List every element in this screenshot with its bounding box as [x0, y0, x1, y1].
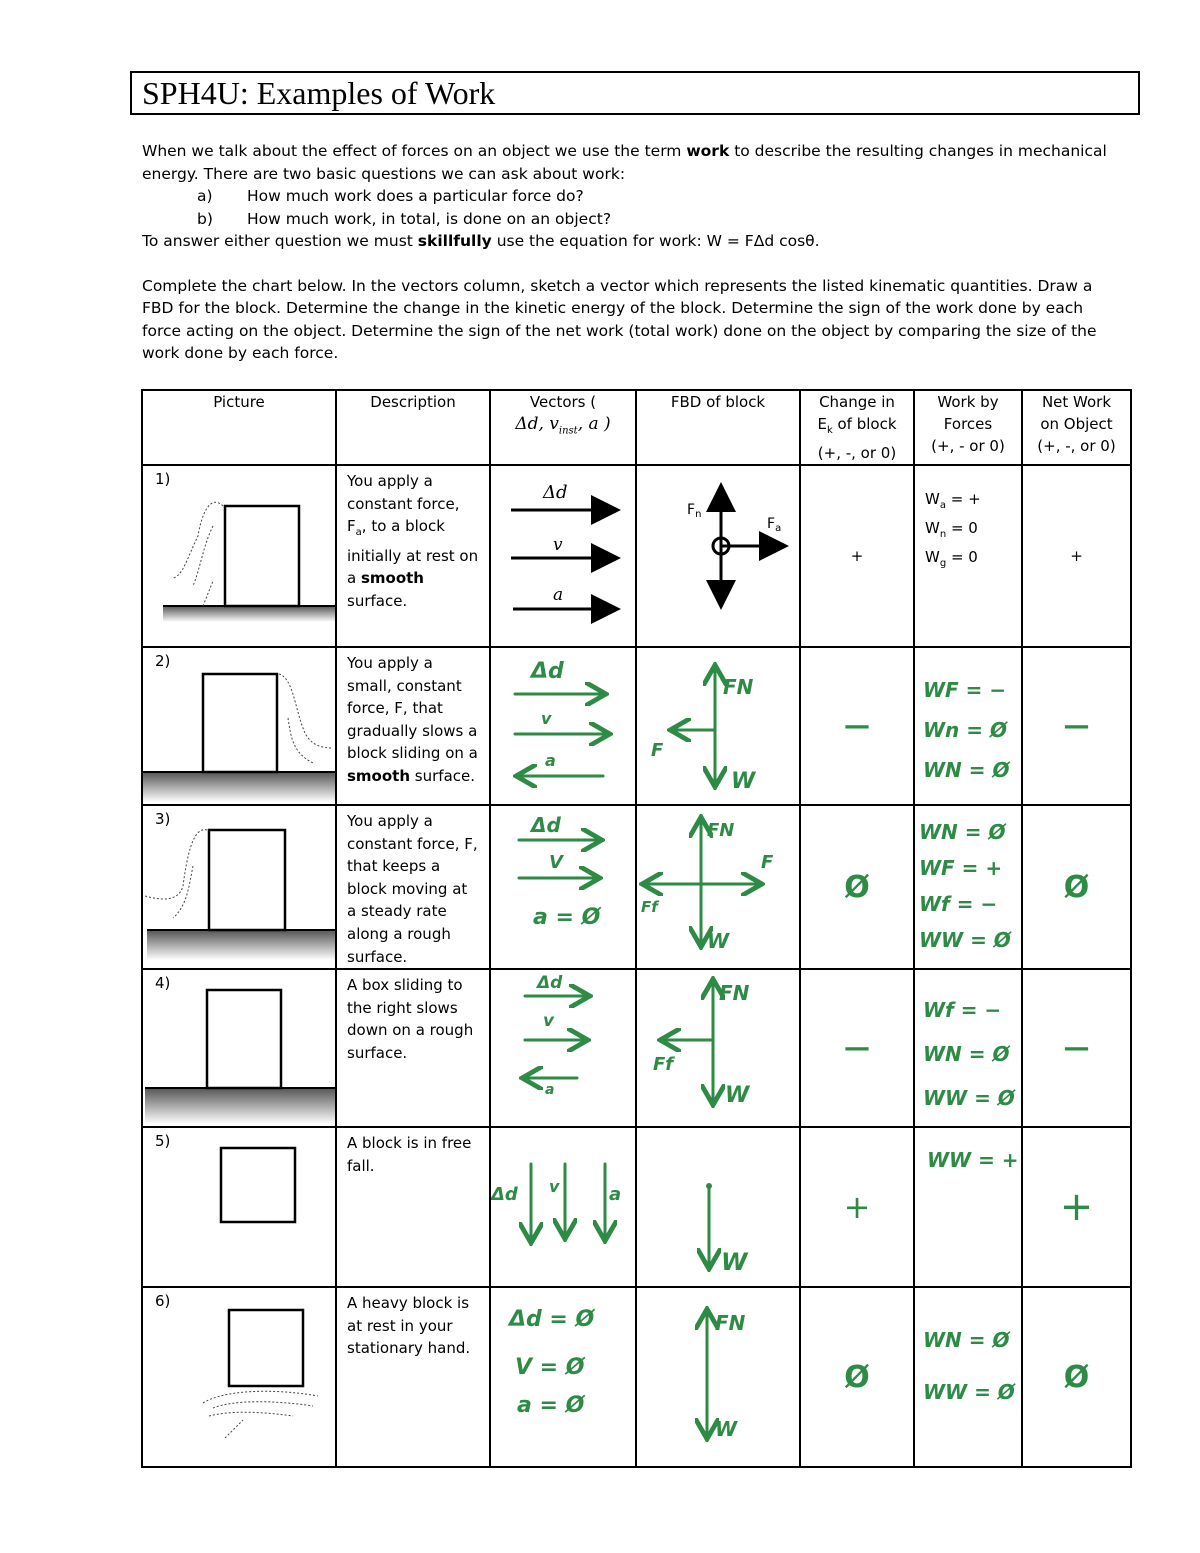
vec-v-label: v — [541, 709, 552, 728]
description-cell: You apply a constant force, $F_a$, to a block initially at rest on a smooth surface. — [336, 465, 490, 647]
intro-paragraph-2: To answer either question we must skillfully use the equation for work: W = FΔd cosθ. — [142, 232, 820, 250]
vec-d-label: Δd — [543, 482, 568, 503]
hand-sketch — [145, 830, 207, 918]
fbd-cell — [636, 969, 800, 1127]
description-cell: You apply a constant force, F, that keeps a block moving at a steady rate along a rough surface. — [336, 805, 490, 969]
vec-a-label: a — [553, 585, 564, 605]
fbd-cell — [636, 465, 800, 647]
intro-text — [142, 140, 1122, 365]
block — [209, 830, 285, 930]
page-title: SPH4U: Examples of Work — [142, 75, 496, 111]
block — [207, 990, 281, 1088]
fbd-w-label: W — [721, 1248, 748, 1277]
vec-v-label: V = Ø — [515, 1355, 585, 1381]
header-description: Description — [336, 390, 490, 465]
picture-cell: 6) — [142, 1287, 336, 1467]
vec-d-label: Δd — [531, 813, 561, 837]
vec-d-label: Δd — [531, 659, 564, 684]
hand-sketch — [203, 1391, 318, 1438]
description-cell: You apply a small, constant force, F, that gradually slows a block sliding on a smooth surface. — [336, 647, 490, 805]
block — [229, 1310, 303, 1386]
table-row — [142, 465, 1131, 647]
vectors-cell — [490, 465, 636, 647]
block — [225, 506, 299, 606]
vec-a-label: a — [609, 1184, 622, 1206]
block — [203, 674, 277, 772]
vec-d-label: Δd — [537, 973, 563, 994]
table-row — [142, 1287, 1131, 1467]
vec-v-label: v — [543, 1011, 555, 1032]
fbd-cell — [636, 1287, 800, 1467]
picture-cell: 4) — [142, 969, 336, 1127]
header-row — [142, 390, 1131, 465]
vectors-cell — [490, 805, 636, 969]
net-work-cell: — — [1022, 969, 1131, 1127]
table-row — [142, 1127, 1131, 1287]
ek-cell: — — [800, 969, 914, 1127]
vec-a-label: a — [545, 1082, 555, 1099]
intro-paragraph-1: When we talk about the effect of forces on an object we use the term work to describe the resulting changes in mechanical energy. There are two basic questions we can ask about work: — [142, 142, 1107, 183]
fbd-w-label: W — [707, 929, 730, 953]
question-b: b) How much work, in total, is done on an object? — [197, 209, 612, 228]
table-row — [142, 969, 1131, 1127]
block-in-hand-illustration — [143, 1288, 335, 1464]
fbd-fn-label: FN — [719, 981, 750, 1006]
fbd-w-label: W — [731, 769, 756, 794]
picture-cell: 1) — [142, 465, 336, 647]
vectors-cell — [490, 1127, 636, 1287]
ek-cell: Ø — [800, 805, 914, 969]
fbd-f-label: F — [761, 852, 774, 873]
net-work-cell: — — [1022, 647, 1131, 805]
description-cell: A block is in free fall. — [336, 1127, 490, 1287]
ek-cell: Ø — [800, 1287, 914, 1467]
vec-d-label: Δd = Ø — [509, 1307, 595, 1333]
header-net-work: Net Work on Object (+, -, or 0) — [1022, 390, 1131, 465]
picture-cell: 3) — [142, 805, 336, 969]
ek-cell: — — [800, 647, 914, 805]
fbd-ff-label: Ff — [641, 898, 658, 916]
vec-v-label: v — [553, 535, 563, 555]
work-forces-cell: Wf = − WN = Ø WW = Ø — [914, 969, 1022, 1127]
description-cell: A heavy block is at rest in your stationary hand. — [336, 1287, 490, 1467]
vec-a-label: a = Ø — [517, 1393, 585, 1419]
header-work-forces: Work by Forces (+, - or 0) — [914, 390, 1022, 465]
ek-cell: + — [800, 1127, 914, 1287]
description-cell: A box sliding to the right slows down on a rough surface. — [336, 969, 490, 1127]
hand-sketch — [279, 674, 333, 763]
vectors-cell — [490, 1287, 636, 1467]
box-sliding-illustration — [143, 970, 335, 1126]
table-row — [142, 647, 1131, 805]
picture-cell: 2) — [142, 647, 336, 805]
header-fbd: FBD of block — [636, 390, 800, 465]
work-forces-cell: WW = + — [914, 1127, 1022, 1287]
title-box — [130, 71, 1140, 115]
fbd-w-label: W — [715, 1417, 738, 1442]
fbd-w-label: W — [725, 1083, 750, 1109]
ek-cell: + — [800, 465, 914, 647]
fbd-fn-label: FN — [715, 1311, 746, 1336]
vectors-cell — [490, 647, 636, 805]
work-forces-cell: WN = Ø WF = + Wf = − WW = Ø — [914, 805, 1022, 969]
picture-cell: 5) — [142, 1127, 336, 1287]
fbd-fn-label: FN — [707, 820, 735, 841]
fbd-fn-label: FN — [723, 675, 754, 699]
fbd-ff-label: Ff — [653, 1054, 674, 1076]
net-work-cell: Ø — [1022, 1287, 1131, 1467]
net-work-cell: Ø — [1022, 805, 1131, 969]
net-work-cell: + — [1022, 1127, 1131, 1287]
table-row — [142, 805, 1131, 969]
work-chart — [141, 389, 1132, 1468]
header-vectors: Vectors ( Δd, $v_{inst}$, a ) — [490, 390, 636, 465]
fbd-fn-label: $F_n$ — [687, 502, 702, 520]
work-forces-cell: $W_a$ = + $W_n = 0$ $W_g = 0$ — [914, 465, 1022, 647]
block-push-illustration — [143, 466, 335, 644]
block-slowing-illustration — [143, 648, 335, 804]
header-picture: Picture — [142, 390, 336, 465]
block-steady-illustration — [143, 806, 335, 962]
net-work-cell: + — [1022, 465, 1131, 647]
fbd-f-label: F — [651, 740, 664, 761]
vec-a-label: a — [545, 751, 556, 770]
work-forces-cell: WF = − Wn = Ø WN = Ø — [914, 647, 1022, 805]
vec-d-label: Δd — [491, 1184, 518, 1206]
free-fall-illustration — [143, 1128, 335, 1284]
vec-v-label: v — [549, 1177, 560, 1197]
instructions-paragraph: Complete the chart below. In the vectors column, sketch a vector which represents the listed kinematic quantities. Draw a FBD for the block. Determine the change in the kinetic energy of the block. Determine the sign of the work done by each force acting on the object. Determine the sign of the net work (total work) done on the object by comparing the size of the work done by each force. — [142, 276, 1097, 362]
hand-sketch — [173, 502, 223, 606]
vectors-cell — [490, 969, 636, 1127]
fbd-cell — [636, 805, 800, 969]
vec-v-label: V — [549, 852, 563, 873]
vec-a-label: a = Ø — [533, 905, 601, 930]
fbd-cell — [636, 1127, 800, 1287]
question-a: a) How much work does a particular force do? — [197, 187, 584, 205]
block — [221, 1148, 295, 1222]
header-ek: Change in $E_k$ of block (+, -, or 0) — [800, 390, 914, 465]
fbd-cell — [636, 647, 800, 805]
fbd-fa-label: $F_a$ — [767, 516, 782, 534]
work-forces-cell: WN = Ø WW = Ø — [914, 1287, 1022, 1467]
